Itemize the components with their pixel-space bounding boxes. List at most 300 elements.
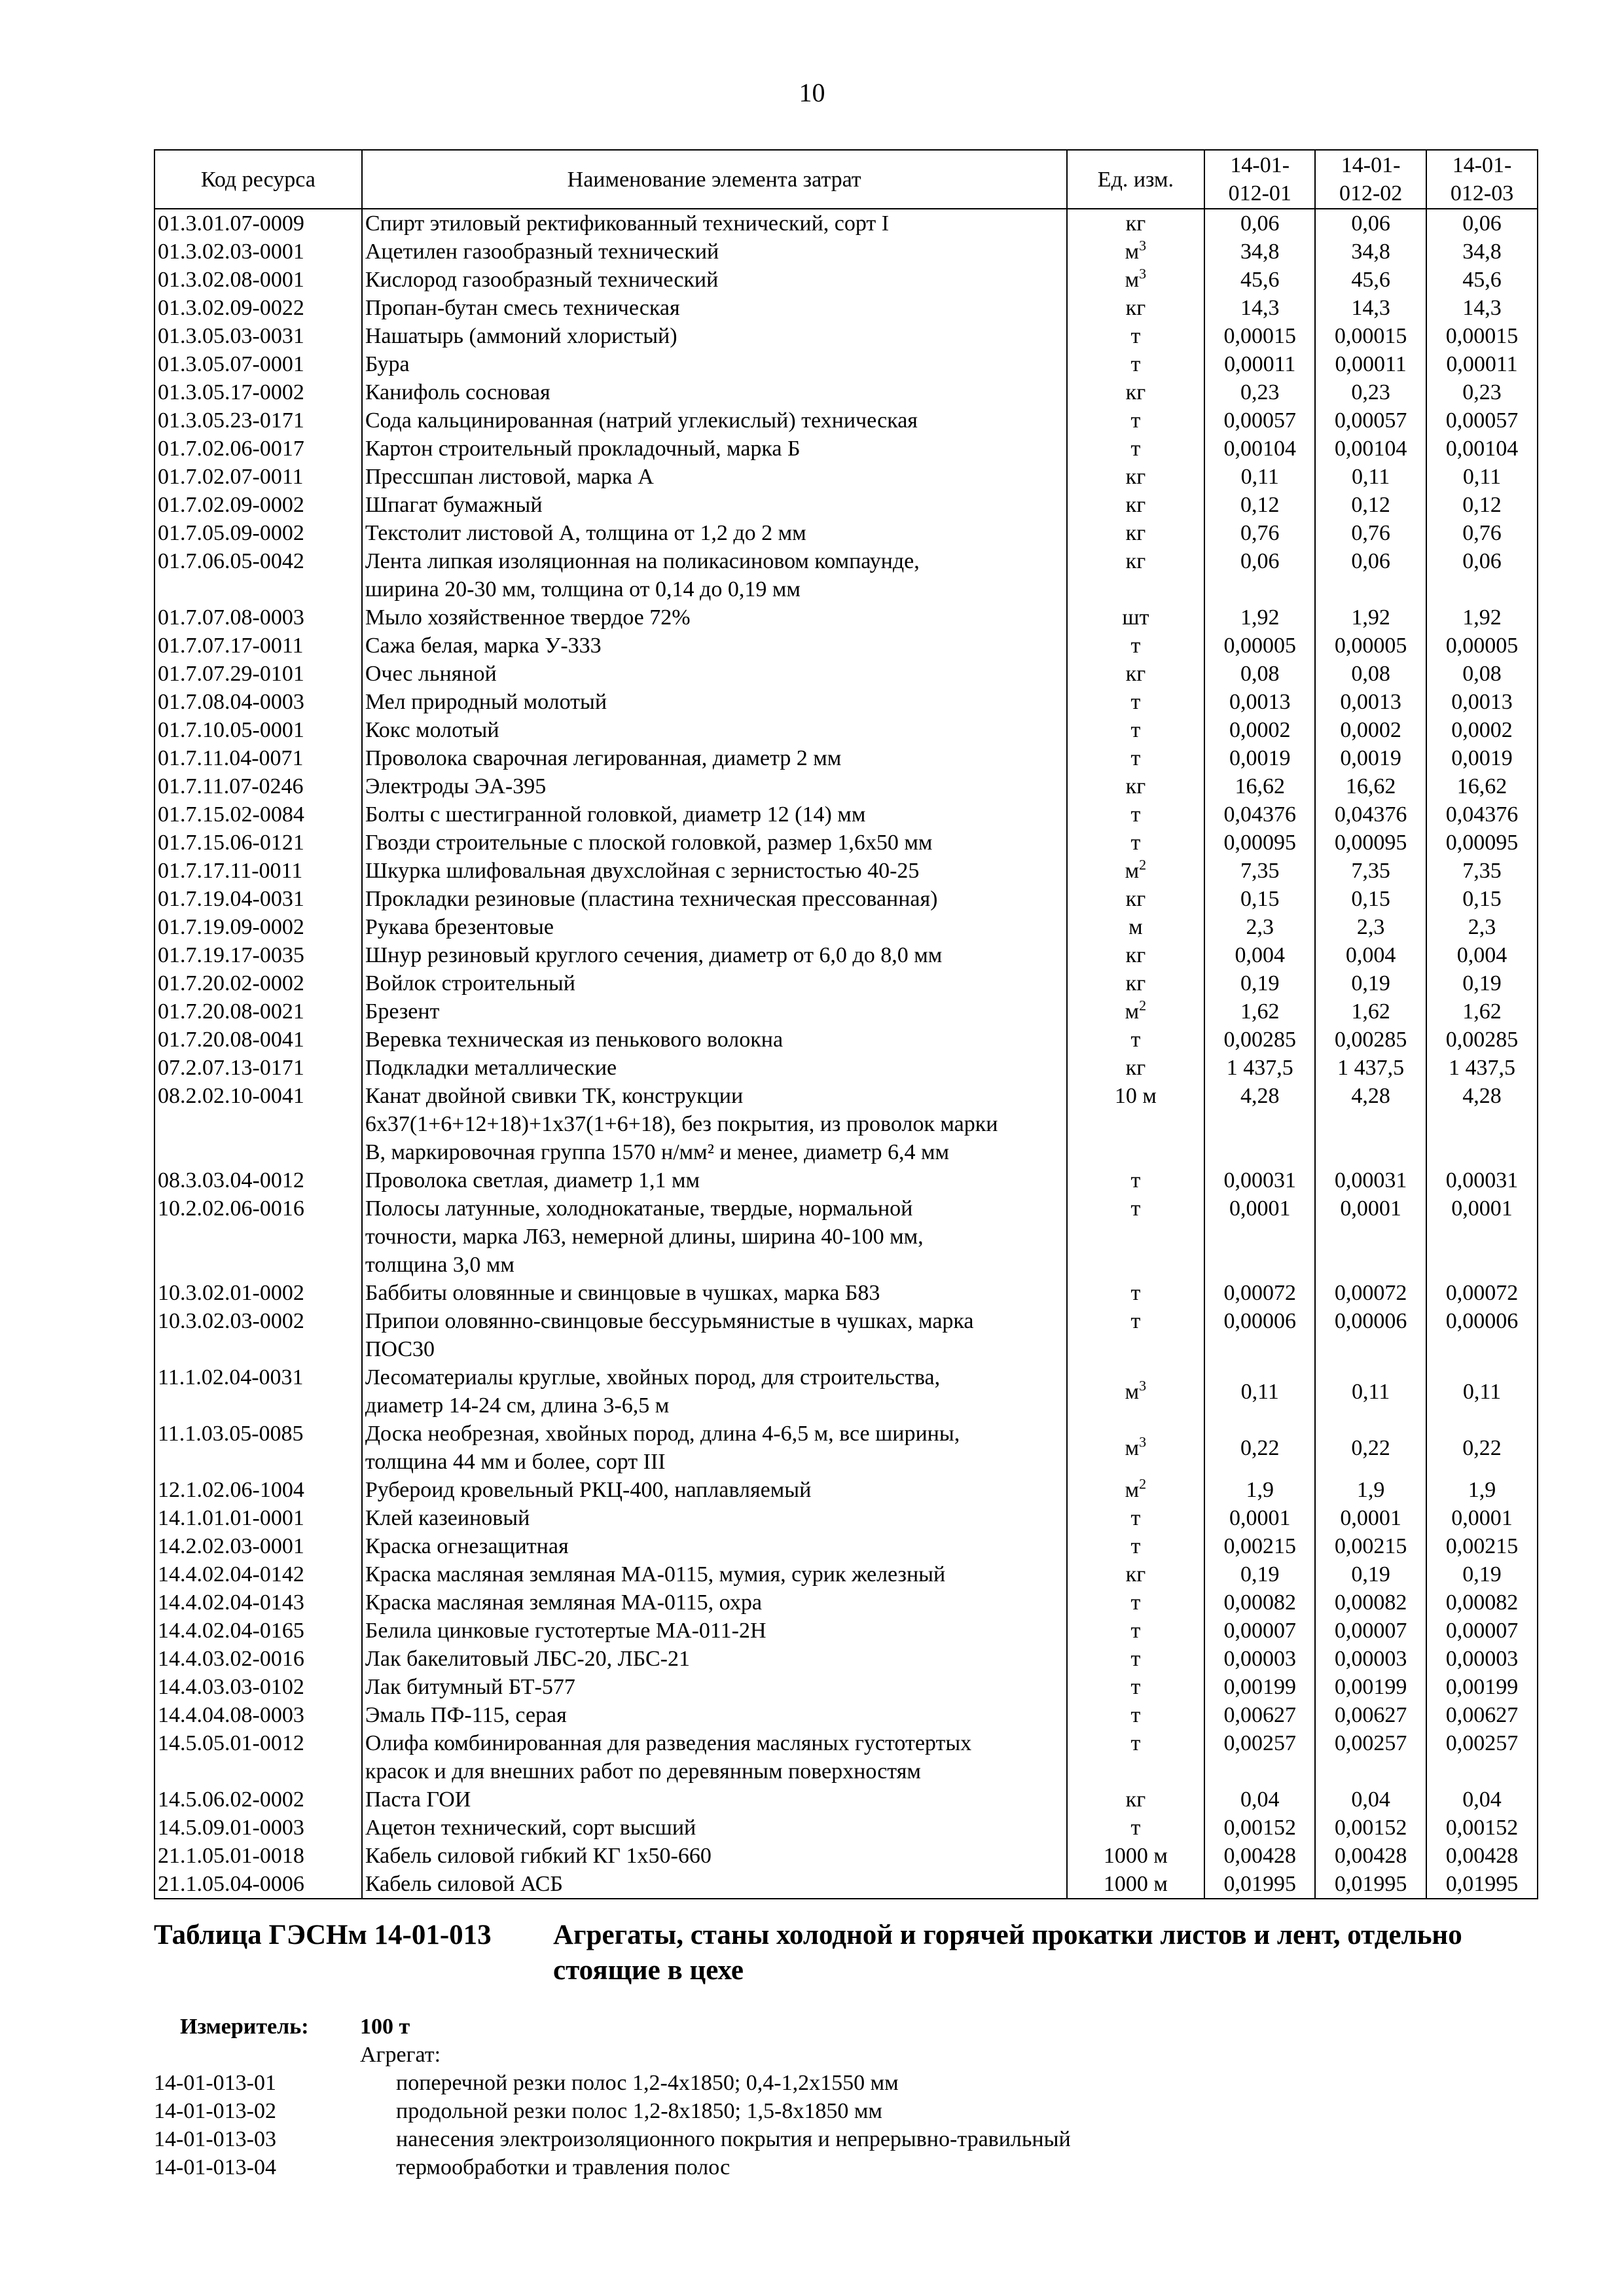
resource-name [362, 238, 1067, 266]
resource-name [362, 1476, 1067, 1504]
table-row [154, 1363, 1538, 1420]
resource-value-3: 0,00031 [1426, 1166, 1538, 1194]
resource-name [362, 1701, 1067, 1729]
resource-code: 01.7.02.07-0011 [154, 463, 362, 491]
resource-unit: т [1067, 1645, 1205, 1673]
resource-value-1: 0,76 [1204, 519, 1315, 547]
table-row [154, 1588, 1538, 1617]
resource-value-2: 0,22 [1315, 1420, 1426, 1476]
resource-value-1: 0,22 [1204, 1420, 1315, 1476]
resource-name [362, 1194, 1067, 1279]
resource-table [154, 149, 1538, 1899]
resource-value-2: 0,23 [1315, 378, 1426, 406]
resource-name [362, 660, 1067, 688]
section-heading: Агрегаты, станы холодной и горячей прокатки листов и лент, отдельно стоящие в цехе [553, 1920, 1462, 1986]
resource-unit: т [1067, 744, 1205, 772]
resource-value-3: 0,00428 [1426, 1842, 1538, 1870]
resource-value-3: 0,00215 [1426, 1532, 1538, 1560]
measure-label: Измеритель: [180, 2015, 309, 2039]
resource-name [362, 1026, 1067, 1054]
measure-item [154, 2153, 1538, 2181]
resource-code: 11.1.02.04-0031 [154, 1363, 362, 1420]
resource-value-3: 0,004 [1426, 941, 1538, 969]
resource-name [362, 1504, 1067, 1532]
resource-name-line: Ацетилен газообразный технический [365, 240, 719, 264]
resource-value-2: 0,06 [1315, 547, 1426, 603]
resource-value-3: 0,00152 [1426, 1814, 1538, 1842]
table-row [154, 435, 1538, 463]
resource-code: 01.3.05.03-0031 [154, 322, 362, 350]
resource-code: 01.7.20.02-0002 [154, 969, 362, 997]
resource-code: 01.3.05.07-0001 [154, 350, 362, 378]
resource-name [362, 632, 1067, 660]
resource-name-line: толщина 3,0 мм [365, 1253, 514, 1277]
resource-value-3: 0,0002 [1426, 716, 1538, 744]
table-row [154, 1785, 1538, 1814]
resource-unit: $м^3$ [1067, 266, 1205, 294]
resource-name-line: Сода кальцинированная (натрий углекислый) техническая [365, 408, 918, 433]
table-row [154, 1476, 1538, 1504]
resource-unit: т [1067, 1504, 1205, 1532]
resource-name-line: Припои оловянно-свинцовые бессурьмянистые в чушках, марка [365, 1309, 974, 1333]
resource-value-1: 0,23 [1204, 378, 1315, 406]
resource-name [362, 406, 1067, 435]
resource-name-line: Паста ГОИ [365, 1787, 471, 1812]
resource-unit: шт [1067, 603, 1205, 632]
resource-value-2: 0,00006 [1315, 1307, 1426, 1363]
resource-code: 01.3.05.17-0002 [154, 378, 362, 406]
resource-value-3: 0,0019 [1426, 744, 1538, 772]
resource-value-2: 0,04376 [1315, 800, 1426, 829]
resource-value-3: 0,00003 [1426, 1645, 1538, 1673]
measure-row [154, 2013, 1538, 2041]
resource-name [362, 1617, 1067, 1645]
resource-value-1: 0,00005 [1204, 632, 1315, 660]
table-row [154, 997, 1538, 1026]
resource-unit: кг [1067, 491, 1205, 519]
resource-value-2: 0,0001 [1315, 1194, 1426, 1279]
resource-value-1: 0,15 [1204, 885, 1315, 913]
table-row [154, 716, 1538, 744]
resource-value-2: 1 437,5 [1315, 1054, 1426, 1082]
resource-code: 14.4.02.04-0165 [154, 1617, 362, 1645]
header-code: Код ресурса [154, 150, 362, 209]
resource-unit: кг [1067, 463, 1205, 491]
resource-value-2: 0,00005 [1315, 632, 1426, 660]
measure-item [154, 2125, 1538, 2153]
resource-value-1: 0,11 [1204, 463, 1315, 491]
table-row [154, 547, 1538, 603]
resource-value-2: 45,6 [1315, 266, 1426, 294]
resource-unit: т [1067, 800, 1205, 829]
resource-name [362, 1785, 1067, 1814]
resource-name [362, 1082, 1067, 1166]
resource-name-line: Кабель силовой гибкий КГ 1х50-660 [365, 1844, 712, 1868]
resource-name [362, 350, 1067, 378]
resource-name-line: Полосы латунные, холоднокатаные, твердые, нормальной [365, 1196, 913, 1221]
resource-name-line: Веревка техническая из пенькового волокна [365, 1028, 784, 1052]
resource-name-line: Кокс молотый [365, 718, 499, 742]
resource-value-1: 0,00257 [1204, 1729, 1315, 1785]
table-row [154, 772, 1538, 800]
resource-unit: 1000 м [1067, 1870, 1205, 1899]
resource-value-2: 0,0019 [1315, 744, 1426, 772]
resource-value-1: 2,3 [1204, 913, 1315, 941]
table-row [154, 1617, 1538, 1645]
resource-code: 10.3.02.03-0002 [154, 1307, 362, 1363]
resource-unit: т [1067, 322, 1205, 350]
resource-unit: кг [1067, 1560, 1205, 1588]
table-row [154, 1560, 1538, 1588]
table-row [154, 350, 1538, 378]
resource-name-line: Пропан-бутан смесь техническая [365, 296, 680, 320]
resource-value-1: 1 437,5 [1204, 1054, 1315, 1082]
resource-name-line: Кислород газообразный технический [365, 268, 719, 292]
resource-value-2: 0,00285 [1315, 1026, 1426, 1054]
table-row [154, 969, 1538, 997]
resource-code: 01.7.19.17-0035 [154, 941, 362, 969]
resource-unit: кг [1067, 1054, 1205, 1082]
resource-value-3: 2,3 [1426, 913, 1538, 941]
table-row [154, 660, 1538, 688]
resource-unit: 1000 м [1067, 1842, 1205, 1870]
resource-value-1: 0,00215 [1204, 1532, 1315, 1560]
resource-value-3: 4,28 [1426, 1082, 1538, 1166]
resource-value-2: 1,9 [1315, 1476, 1426, 1504]
resource-value-3: 0,04376 [1426, 800, 1538, 829]
table-row [154, 744, 1538, 772]
resource-unit: 10 м [1067, 1082, 1205, 1166]
resource-unit: м [1067, 913, 1205, 941]
resource-code: 01.7.20.08-0021 [154, 997, 362, 1026]
resource-value-1: 0,00057 [1204, 406, 1315, 435]
header-unit: Ед. изм. [1067, 150, 1205, 209]
resource-value-2: 0,00015 [1315, 322, 1426, 350]
resource-name [362, 435, 1067, 463]
table-row [154, 1673, 1538, 1701]
resource-name-line: ширина 20-30 мм, толщина от 0,14 до 0,19 мм [365, 577, 801, 601]
resource-code: 14.4.02.04-0142 [154, 1560, 362, 1588]
resource-value-2: 0,00031 [1315, 1166, 1426, 1194]
resource-value-1: 0,08 [1204, 660, 1315, 688]
resource-value-1: 0,04 [1204, 1785, 1315, 1814]
resource-code: 01.7.19.09-0002 [154, 913, 362, 941]
page-number: 10 [799, 78, 825, 107]
resource-name [362, 969, 1067, 997]
resource-code: 14.4.02.04-0143 [154, 1588, 362, 1617]
resource-value-3: 7,35 [1426, 857, 1538, 885]
resource-value-3: 0,76 [1426, 519, 1538, 547]
measure-value: 100 т [360, 2015, 410, 2039]
resource-name-line: Краска огнезащитная [365, 1534, 569, 1558]
resource-code: 01.7.19.04-0031 [154, 885, 362, 913]
resource-unit: т [1067, 688, 1205, 716]
resource-name [362, 1363, 1067, 1420]
resource-value-3: 0,06 [1426, 547, 1538, 603]
table-row [154, 406, 1538, 435]
measure-group: Агрегат: [360, 2043, 441, 2067]
resource-name [362, 547, 1067, 603]
resource-unit: т [1067, 1166, 1205, 1194]
resource-name [362, 1588, 1067, 1617]
resource-value-3: 0,00072 [1426, 1279, 1538, 1307]
resource-value-3: 0,00104 [1426, 435, 1538, 463]
resource-name-line: Картон строительный прокладочный, марка Б [365, 437, 801, 461]
resource-value-1: 0,0019 [1204, 744, 1315, 772]
resource-code: 01.7.07.08-0003 [154, 603, 362, 632]
resource-name-line: Кабель силовой АСБ [365, 1872, 563, 1896]
table-row [154, 1532, 1538, 1560]
resource-code: 14.1.01.01-0001 [154, 1504, 362, 1532]
resource-value-1: 0,00428 [1204, 1842, 1315, 1870]
resource-code: 10.3.02.01-0002 [154, 1279, 362, 1307]
table-row [154, 209, 1538, 238]
table-row [154, 1504, 1538, 1532]
resource-value-1: 0,12 [1204, 491, 1315, 519]
resource-name [362, 857, 1067, 885]
resource-value-3: 0,19 [1426, 1560, 1538, 1588]
measure-block [154, 2013, 1538, 2181]
section-label: Таблица ГЭСНм 14-01-013 [154, 1920, 492, 1950]
resource-value-1: 1,62 [1204, 997, 1315, 1026]
resource-value-3: 1,9 [1426, 1476, 1538, 1504]
resource-value-1: 0,00031 [1204, 1166, 1315, 1194]
resource-name [362, 688, 1067, 716]
resource-code: 01.7.08.04-0003 [154, 688, 362, 716]
resource-name [362, 603, 1067, 632]
resource-code: 01.7.15.02-0084 [154, 800, 362, 829]
resource-value-1: 1,92 [1204, 603, 1315, 632]
resource-value-3: 1 437,5 [1426, 1054, 1538, 1082]
resource-name-line: Клей казеиновый [365, 1506, 530, 1530]
resource-value-3: 0,23 [1426, 378, 1538, 406]
resource-code: 01.7.11.04-0071 [154, 744, 362, 772]
resource-name-line: Болты с шестигранной головкой, диаметр 12 (14) мм [365, 802, 866, 827]
resource-value-3: 0,08 [1426, 660, 1538, 688]
table-row [154, 491, 1538, 519]
resource-code: 01.7.11.07-0246 [154, 772, 362, 800]
resource-unit: кг [1067, 885, 1205, 913]
resource-value-3: 0,0013 [1426, 688, 1538, 716]
header-col2: 14-01- 012-02 [1315, 150, 1426, 209]
resource-value-2: 34,8 [1315, 238, 1426, 266]
resource-name-line: Лак битумный БТ-577 [365, 1675, 575, 1699]
resource-value-3: 0,00015 [1426, 322, 1538, 350]
resource-name-line: Шкурка шлифовальная двухслойная с зернистостью 40-25 [365, 859, 920, 883]
resource-name-line: Шпагат бумажный [365, 493, 543, 517]
resource-name-line: Лента липкая изоляционная на поликасиновом компаунде, [365, 549, 920, 573]
resource-code: 08.3.03.04-0012 [154, 1166, 362, 1194]
table-row [154, 829, 1538, 857]
resource-name [362, 1054, 1067, 1082]
resource-value-2: 0,04 [1315, 1785, 1426, 1814]
resource-name [362, 491, 1067, 519]
resource-value-1: 0,06 [1204, 547, 1315, 603]
table-row [154, 238, 1538, 266]
resource-value-2: 0,00007 [1315, 1617, 1426, 1645]
resource-value-2: 0,76 [1315, 519, 1426, 547]
resource-value-2: 0,00428 [1315, 1842, 1426, 1870]
resource-name-line: Лесоматериалы круглые, хвойных пород, для строительства, [365, 1365, 941, 1390]
resource-value-3: 0,12 [1426, 491, 1538, 519]
resource-unit: т [1067, 1729, 1205, 1785]
resource-value-1: 0,00152 [1204, 1814, 1315, 1842]
resource-name-line: Краска масляная земляная МА-0115, мумия, сурик железный [365, 1562, 946, 1587]
resource-value-3: 0,11 [1426, 1363, 1538, 1420]
resource-unit: $м^3$ [1067, 1363, 1205, 1420]
resource-code: 14.4.03.03-0102 [154, 1673, 362, 1701]
resource-value-1: 0,00095 [1204, 829, 1315, 857]
resource-value-3: 0,22 [1426, 1420, 1538, 1476]
table-row [154, 1420, 1538, 1476]
resource-name [362, 294, 1067, 322]
table-row [154, 1870, 1538, 1899]
resource-value-1: 14,3 [1204, 294, 1315, 322]
resource-value-3: 0,04 [1426, 1785, 1538, 1814]
resource-name-line: Рукава брезентовые [365, 915, 554, 939]
resource-name-line: Баббиты оловянные и свинцовые в чушках, марка Б83 [365, 1281, 880, 1305]
resource-name-line: Мел природный молотый [365, 690, 607, 714]
resource-name [362, 800, 1067, 829]
resource-name-line: Очес льняной [365, 662, 497, 686]
resource-name-line: 6х37(1+6+12+18)+1х37(1+6+18), без покрытия, из проволок марки [365, 1112, 998, 1136]
table-row [154, 857, 1538, 885]
resource-unit: кг [1067, 519, 1205, 547]
resource-code: 01.7.17.11-0011 [154, 857, 362, 885]
resource-value-2: 1,62 [1315, 997, 1426, 1026]
table-row [154, 1054, 1538, 1082]
resource-name [362, 1842, 1067, 1870]
resource-name-line: красок и для внешних работ по деревянным поверхностям [365, 1759, 921, 1784]
table-row [154, 1307, 1538, 1363]
resource-name-line: Электроды ЭА-395 [365, 774, 547, 798]
resource-name [362, 1645, 1067, 1673]
resource-value-3: 45,6 [1426, 266, 1538, 294]
resource-value-2: 0,00215 [1315, 1532, 1426, 1560]
resource-value-1: 1,9 [1204, 1476, 1315, 1504]
resource-name-line: Олифа комбинированная для разведения масляных густотертых [365, 1731, 972, 1755]
table-row [154, 632, 1538, 660]
resource-value-1: 4,28 [1204, 1082, 1315, 1166]
table-row [154, 800, 1538, 829]
table-header-row [154, 150, 1538, 209]
resource-name-line: Гвозди строительные с плоской головкой, размер 1,6х50 мм [365, 831, 933, 855]
resource-code: 14.5.06.02-0002 [154, 1785, 362, 1814]
resource-value-1: 0,00199 [1204, 1673, 1315, 1701]
resource-name-line: ПОС30 [365, 1337, 435, 1361]
resource-unit: т [1067, 1194, 1205, 1279]
table-row [154, 1701, 1538, 1729]
resource-value-3: 0,00199 [1426, 1673, 1538, 1701]
resource-name [362, 378, 1067, 406]
resource-unit: $м^2$ [1067, 997, 1205, 1026]
resource-unit: кг [1067, 547, 1205, 603]
resource-unit: т [1067, 1673, 1205, 1701]
resource-name [362, 716, 1067, 744]
table-row [154, 322, 1538, 350]
resource-unit: кг [1067, 969, 1205, 997]
table-row [154, 1729, 1538, 1785]
resource-code: 11.1.03.05-0085 [154, 1420, 362, 1476]
table-row [154, 1026, 1538, 1054]
resource-unit: т [1067, 632, 1205, 660]
resource-unit: кг [1067, 772, 1205, 800]
resource-value-2: 16,62 [1315, 772, 1426, 800]
resource-value-3: 0,00057 [1426, 406, 1538, 435]
resource-value-1: 45,6 [1204, 266, 1315, 294]
table-row [154, 603, 1538, 632]
resource-name [362, 1814, 1067, 1842]
resource-name-line: Доска необрезная, хвойных пород, длина 4-6,5 м, все ширины, [365, 1422, 960, 1446]
resource-code: 21.1.05.04-0006 [154, 1870, 362, 1899]
resource-name-line: Краска масляная земляная МА-0115, охра [365, 1590, 762, 1615]
resource-name [362, 1870, 1067, 1899]
resource-name [362, 941, 1067, 969]
resource-value-2: 0,00627 [1315, 1701, 1426, 1729]
resource-value-2: 2,3 [1315, 913, 1426, 941]
table-row [154, 1279, 1538, 1307]
resource-name [362, 209, 1067, 238]
resource-name [362, 772, 1067, 800]
resource-value-2: 0,00003 [1315, 1645, 1426, 1673]
resource-value-1: 0,00007 [1204, 1617, 1315, 1645]
resource-unit: т [1067, 1701, 1205, 1729]
resource-name-line: Спирт этиловый ректификованный технический, сорт I [365, 211, 890, 236]
resource-value-2: 4,28 [1315, 1082, 1426, 1166]
resource-unit: кг [1067, 660, 1205, 688]
resource-value-2: 1,92 [1315, 603, 1426, 632]
resource-value-3: 0,01995 [1426, 1870, 1538, 1899]
resource-value-1: 34,8 [1204, 238, 1315, 266]
resource-name-line: Брезент [365, 999, 440, 1024]
resource-code: 01.3.02.03-0001 [154, 238, 362, 266]
table-row [154, 688, 1538, 716]
resource-unit: т [1067, 1279, 1205, 1307]
resource-unit: т [1067, 1617, 1205, 1645]
resource-value-1: 0,00285 [1204, 1026, 1315, 1054]
resource-unit: т [1067, 716, 1205, 744]
table-row [154, 1082, 1538, 1166]
resource-value-2: 0,00152 [1315, 1814, 1426, 1842]
table-row [154, 1166, 1538, 1194]
resource-value-1: 0,01995 [1204, 1870, 1315, 1899]
resource-unit: т [1067, 1307, 1205, 1363]
resource-value-1: 7,35 [1204, 857, 1315, 885]
table-row [154, 1814, 1538, 1842]
measure-item-text: продольной резки полос 1,2-8х1850; 1,5-8х1850 мм [396, 2099, 882, 2123]
resource-value-1: 0,00015 [1204, 322, 1315, 350]
resource-code: 01.7.07.29-0101 [154, 660, 362, 688]
table-row [154, 885, 1538, 913]
resource-code: 01.3.02.08-0001 [154, 266, 362, 294]
resource-name-line: Прессшпан листовой, марка А [365, 465, 654, 489]
resource-unit: т [1067, 1814, 1205, 1842]
measure-item-text: поперечной резки полос 1,2-4х1850; 0,4-1,2х1550 мм [396, 2071, 899, 2095]
resource-code: 01.7.07.17-0011 [154, 632, 362, 660]
resource-value-3: 0,19 [1426, 969, 1538, 997]
resource-value-3: 0,0001 [1426, 1194, 1538, 1279]
resource-value-1: 0,00627 [1204, 1701, 1315, 1729]
resource-name [362, 913, 1067, 941]
resource-value-2: 0,0002 [1315, 716, 1426, 744]
resource-name-line: Бура [365, 352, 410, 376]
resource-unit: $м^3$ [1067, 1420, 1205, 1476]
resource-unit: кг [1067, 294, 1205, 322]
resource-value-1: 0,19 [1204, 969, 1315, 997]
resource-value-2: 0,19 [1315, 1560, 1426, 1588]
resource-unit: кг [1067, 209, 1205, 238]
resource-value-2: 0,00104 [1315, 435, 1426, 463]
